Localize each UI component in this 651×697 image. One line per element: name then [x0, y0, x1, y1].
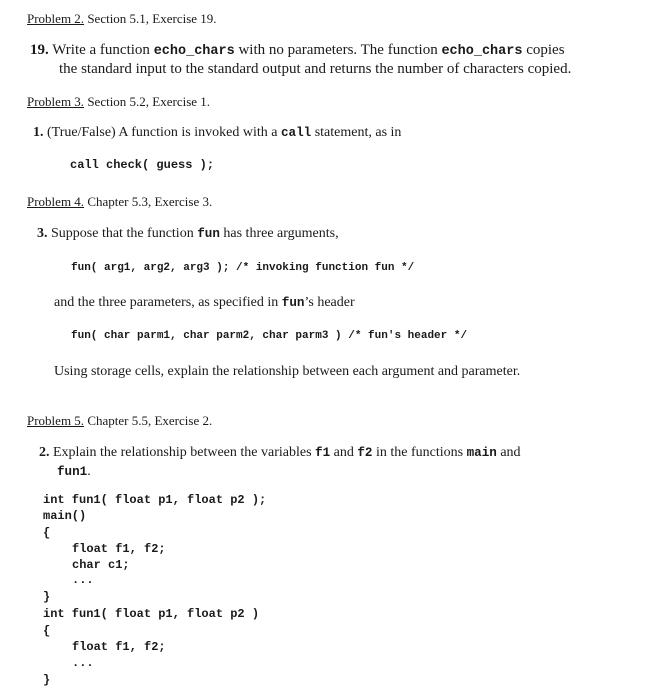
problem-5-ref: Chapter 5.5, Exercise 2.	[87, 413, 213, 428]
text-run: in the functions	[372, 445, 467, 460]
problem-3-heading	[27, 95, 210, 108]
exercise-2-text	[39, 446, 521, 460]
code-line: ...	[72, 573, 94, 587]
exercise-19-line-2: the standard input to the standard output and returns the number of characters copied.	[59, 61, 572, 77]
problem-3-label: Problem 3.	[27, 94, 85, 109]
code-line: }	[43, 673, 51, 687]
exercise-3-text-3: Using storage cells, explain the relationship between each argument and parameter.	[54, 364, 521, 379]
text-run: Explain the relationship between the variables	[53, 445, 316, 460]
code-line: }	[43, 590, 51, 604]
exercise-number: 1.	[33, 125, 44, 140]
code-fun-invocation: fun( arg1, arg2, arg3 ); /* invoking function fun */	[71, 262, 415, 274]
problem-2-label: Problem 2.	[27, 11, 85, 26]
text-run: copies	[522, 42, 565, 58]
text-run: Write a function	[52, 42, 154, 58]
text-run: .	[87, 464, 91, 479]
exercise-3-text	[37, 227, 339, 241]
inline-code: echo_chars	[441, 44, 523, 59]
problem-3-ref: Section 5.2, Exercise 1.	[87, 94, 211, 109]
problem-4-label: Problem 4.	[27, 194, 85, 209]
code-line: int fun1( float p1, float p2 );	[43, 493, 267, 507]
code-line: {	[43, 526, 51, 540]
text-run: and	[330, 445, 358, 460]
problem-5-label: Problem 5.	[27, 413, 85, 428]
text-run: has three arguments,	[219, 226, 339, 241]
inline-code: fun	[197, 227, 220, 241]
text-run: Suppose that the function	[51, 226, 198, 241]
problem-4-heading	[27, 195, 212, 208]
exercise-3-text-2	[54, 296, 355, 310]
exercise-number: 2.	[39, 445, 50, 460]
inline-code: call	[280, 126, 312, 140]
text-run: (True/False) A function is invoked with a	[47, 125, 281, 140]
problem-4-ref: Chapter 5.3, Exercise 3.	[87, 194, 213, 209]
exercise-1-text	[33, 126, 401, 140]
inline-code: f2	[357, 446, 373, 460]
code-line: float f1, f2;	[72, 640, 166, 654]
text-run: and the three parameters, as specified in	[54, 295, 282, 310]
inline-code: main	[466, 446, 497, 460]
inline-code: fun	[281, 296, 305, 310]
problem-2-heading	[27, 12, 217, 25]
exercise-number: 19.	[30, 42, 49, 58]
exercise-19-line-1	[30, 43, 565, 59]
code-fun-header: fun( char parm1, char parm2, char parm3 ) /* fun's header */	[71, 330, 468, 342]
code-line: ...	[72, 656, 94, 670]
problem-2-ref: Section 5.1, Exercise 19.	[87, 11, 217, 26]
exercise-2-text-2	[57, 465, 91, 479]
inline-code: f1	[315, 446, 331, 460]
text-run: and	[496, 445, 521, 460]
code-line: float f1, f2;	[72, 542, 166, 556]
code-call-check: call check( guess );	[70, 158, 215, 172]
inline-code: echo_chars	[153, 44, 235, 59]
text-run: with no parameters. The function	[234, 42, 442, 58]
problem-5-heading	[27, 414, 212, 427]
text-run: statement, as in	[311, 125, 402, 140]
code-line: {	[43, 624, 51, 638]
text-run: ’s header	[304, 295, 355, 310]
code-line: char c1;	[72, 558, 130, 572]
inline-code: fun1	[57, 465, 88, 479]
code-line: main()	[43, 509, 87, 523]
code-line: int fun1( float p1, float p2 )	[43, 607, 260, 621]
exercise-number: 3.	[37, 226, 48, 241]
